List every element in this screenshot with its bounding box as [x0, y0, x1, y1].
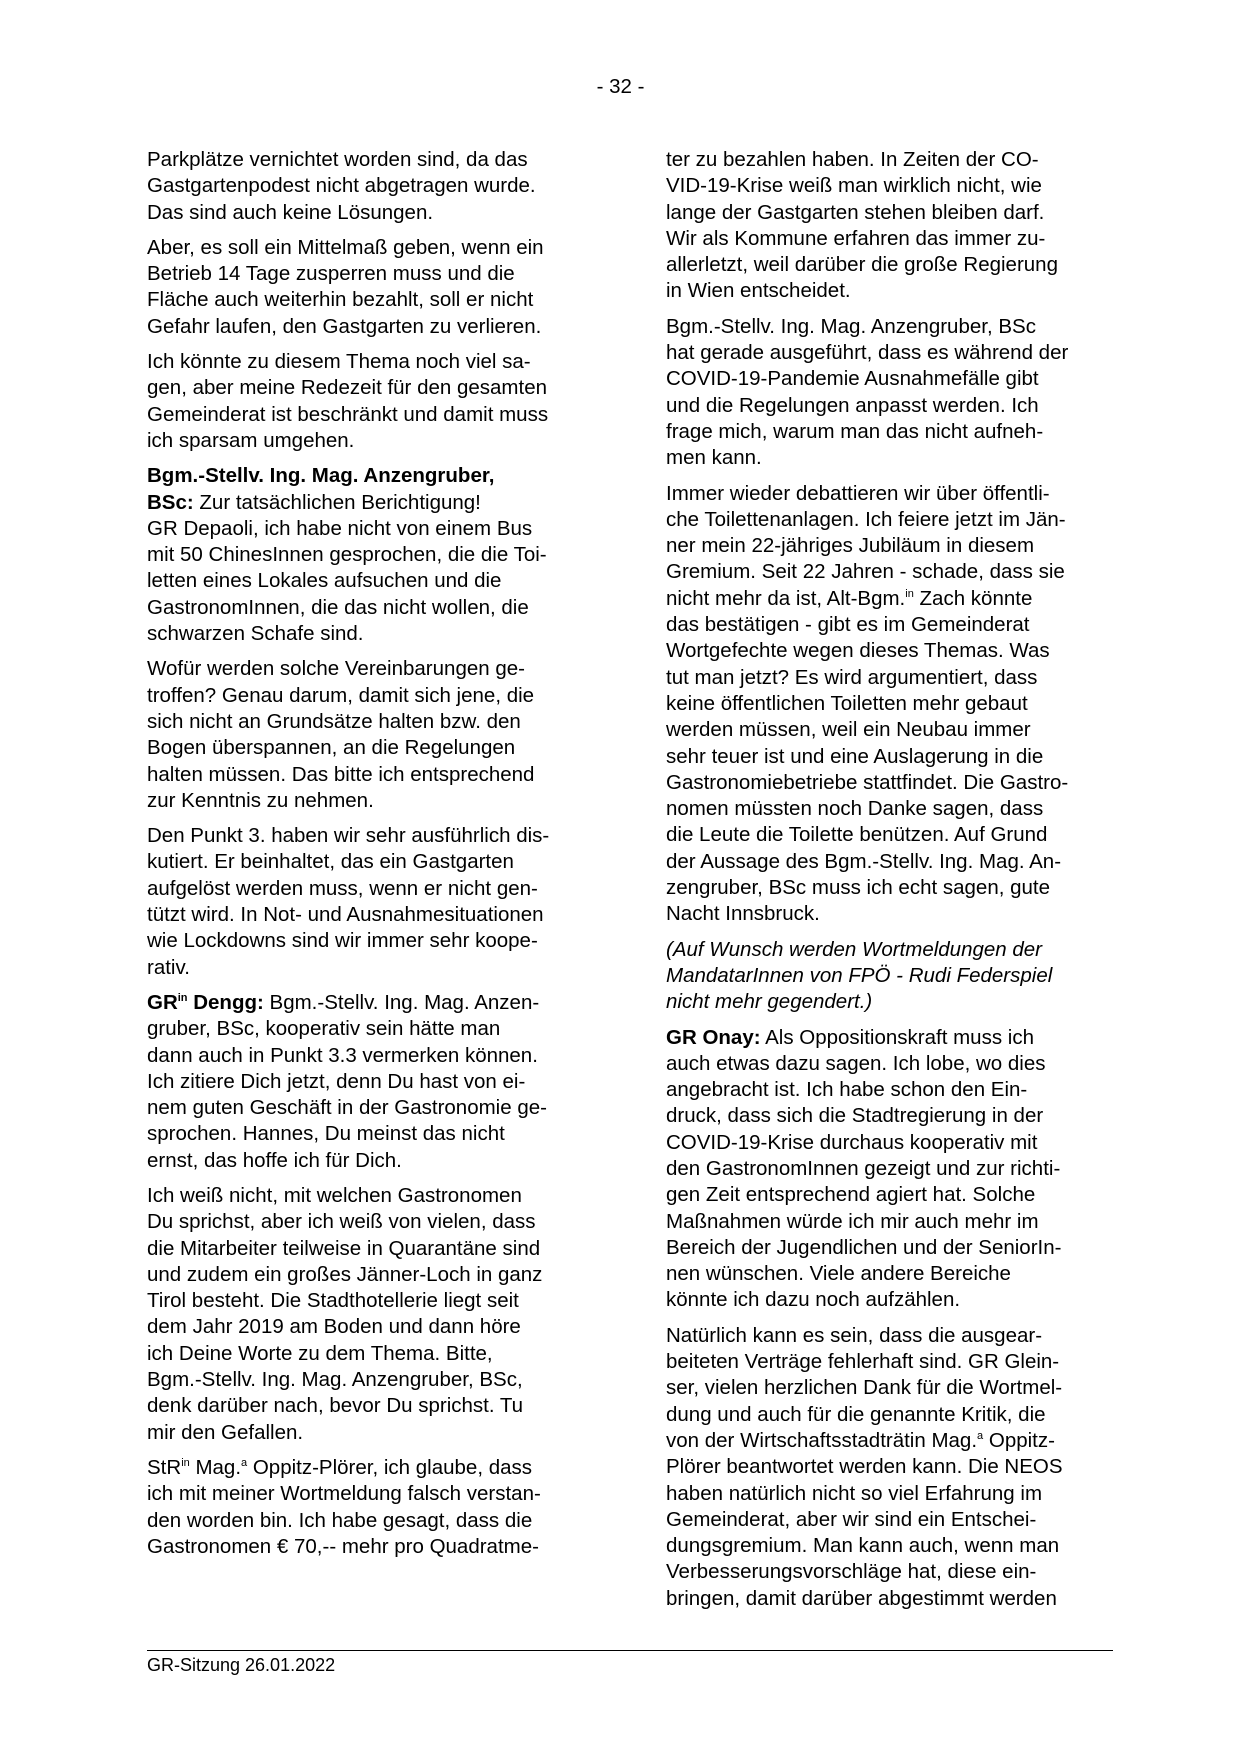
superscript: a: [977, 1429, 984, 1442]
editorial-note: [666, 937, 1136, 1016]
paragraph: [666, 1323, 1136, 1612]
text-line: den worden bin. Ich habe gesagt, dass die: [147, 1508, 533, 1532]
text-line: die Mitarbeiter teilweise in Quarantäne sind: [147, 1236, 541, 1260]
speaker-name: Bgm.-Stellv. Ing. Mag. Anzengruber,: [147, 464, 495, 488]
text-line: Den Punkt 3. haben wir sehr ausführlich dis-: [147, 824, 550, 848]
text-line: die Leute die Toilette benützen. Auf Grund: [666, 823, 1048, 847]
paragraph: [666, 481, 1136, 928]
text-fragment: Oppitz-Plörer, ich glaube, dass: [247, 1455, 533, 1479]
paragraph: [147, 349, 617, 454]
text-line: ernst, das hoffe ich für Dich.: [147, 1148, 402, 1172]
text-line: schwarzen Schafe sind.: [147, 622, 364, 646]
paragraph: [666, 147, 1136, 305]
text-line: dem Jahr 2019 am Boden und dann höre: [147, 1315, 521, 1339]
page-number: - 32 -: [596, 75, 645, 98]
text-line: bringen, damit darüber abgestimmt werden: [666, 1586, 1057, 1610]
text-line: che Toilettenanlagen. Ich feiere jetzt im Jän-: [666, 507, 1066, 531]
text-line: Aber, es soll ein Mittelmaß geben, wenn ein: [147, 235, 544, 259]
speaker-name: BSc:: [147, 490, 194, 514]
text-line: [666, 1428, 1136, 1454]
text-line: Bgm.-Stellv. Ing. Mag. Anzengruber, BSc: [666, 314, 1036, 338]
text-line: [147, 990, 617, 1016]
right-column: [666, 147, 1136, 1621]
text-line: Ich zitiere Dich jetzt, denn Du hast von ei-: [147, 1069, 526, 1093]
text-fragment: StR: [147, 1455, 182, 1479]
text-line: dung und auch für die genannte Kritik, die: [666, 1402, 1046, 1426]
text-line: halten müssen. Das bitte ich entsprechend: [147, 762, 535, 786]
text-line: Plörer beantwortet werden kann. Die NEOS: [666, 1455, 1063, 1479]
text-line: sich nicht an Grundsätze halten bzw. den: [147, 709, 521, 733]
speaker-name: [147, 991, 264, 1014]
text-line: Verbesserungsvorschläge hat, diese ein-: [666, 1560, 1037, 1584]
paragraph: [147, 1183, 617, 1446]
text-fragment: Oppitz-: [983, 1428, 1055, 1452]
text-line: Bogen überspannen, an die Regelungen: [147, 736, 516, 760]
text-line: hat gerade ausgeführt, dass es während der: [666, 341, 1069, 365]
text-line: VID-19-Krise weiß man wirklich nicht, wie: [666, 174, 1042, 198]
text-line: ser, vielen herzlichen Dank für die Wortmel-: [666, 1376, 1063, 1400]
text-line: [666, 586, 1136, 612]
text-line: allerletzt, weil darüber die große Regierung: [666, 253, 1058, 277]
footer-session-date: GR-Sitzung 26.01.2022: [147, 1655, 336, 1675]
text-line: zengruber, BSc muss ich echt sagen, gute: [666, 876, 1051, 900]
text-line: lange der Gastgarten stehen bleiben darf.: [666, 200, 1045, 224]
text-line: Gemeinderat, aber wir sind ein Entschei-: [666, 1507, 1037, 1531]
text-line: dungsgremium. Man kann auch, wenn man: [666, 1534, 1060, 1558]
text-line: gen Zeit entsprechend agiert hat. Solche: [666, 1183, 1036, 1207]
text-line: troffen? Genau darum, damit sich jene, die: [147, 683, 535, 707]
text-line: MandatarInnen von FPÖ - Rudi Federspiel: [666, 963, 1053, 987]
text-fragment: Zach könnte: [913, 586, 1033, 610]
text-line: COVID-19-Pandemie Ausnahmefälle gibt: [666, 367, 1039, 391]
text-line: in Wien entscheidet.: [666, 279, 851, 303]
superscript: in: [181, 1456, 190, 1469]
text-fragment: Zur tatsächlichen Berichtigung!: [193, 490, 481, 514]
text-line: [147, 490, 617, 516]
text-line: Wortgefechte wegen dieses Themas. Was: [666, 639, 1050, 663]
text-line: das bestätigen - gibt es im Gemeinderat: [666, 613, 1030, 637]
text-line: ich mit meiner Wortmeldung falsch verstan-: [147, 1482, 541, 1506]
text-fragment: nicht mehr da ist, Alt-Bgm.: [666, 586, 906, 610]
text-line: tut man jetzt? Es wird argumentiert, dass: [666, 665, 1038, 689]
text-line: Gastronomiebetriebe stattfindet. Die Gastro-: [666, 770, 1069, 794]
paragraph: [666, 314, 1136, 472]
text-line: Immer wieder debattieren wir über öffentli-: [666, 481, 1050, 505]
speaker-title: GR: [147, 990, 178, 1014]
text-line: gen, aber meine Redezeit für den gesamten: [147, 376, 548, 400]
text-line: und die Regelungen anpasst werden. Ich: [666, 393, 1039, 417]
text-line: nomen müssten noch Danke sagen, dass: [666, 797, 1044, 821]
text-line: ner mein 22-jähriges Jubiläum in diesem: [666, 534, 1035, 558]
text-line: Gemeinderat ist beschränkt und damit muss: [147, 402, 549, 426]
text-fragment: Mag.: [189, 1455, 242, 1479]
text-line: ter zu bezahlen haben. In Zeiten der CO-: [666, 148, 1039, 171]
text-line: men kann.: [666, 446, 762, 470]
superscript: in: [905, 587, 914, 600]
paragraph: [147, 147, 617, 226]
text-line: sehr teuer ist und eine Auslagerung in die: [666, 744, 1044, 768]
text-line: Ich könnte zu diesem Thema noch viel sa-: [147, 350, 531, 374]
text-line: mir den Gefallen.: [147, 1420, 304, 1444]
text-line: Natürlich kann es sein, dass die ausgear-: [666, 1323, 1043, 1347]
text-fragment: von der Wirtschaftsstadträtin Mag.: [666, 1428, 978, 1452]
text-fragment: Als Oppositionskraft muss ich: [760, 1025, 1034, 1049]
text-line: könnte ich dazu noch aufzählen.: [666, 1288, 961, 1312]
text-line: denk darüber nach, bevor Du sprichst. Tu: [147, 1394, 524, 1418]
text-line: Parkplätze vernichtet worden sind, da das: [147, 148, 528, 171]
paragraph: [147, 656, 617, 814]
left-column: [147, 147, 617, 1569]
superscript: in: [177, 991, 188, 1004]
text-line: beiteten Verträge fehlerhaft sind. GR Glein-: [666, 1350, 1060, 1374]
speech-anzengruber: [147, 463, 617, 647]
text-line: letten eines Lokales aufsuchen und die: [147, 569, 502, 593]
text-line: ich Deine Worte zu dem Thema. Bitte,: [147, 1341, 493, 1365]
speech-onay: [666, 1025, 1136, 1314]
paragraph: [147, 1455, 617, 1560]
text-line: Maßnahmen würde ich mir auch mehr im: [666, 1209, 1039, 1233]
text-line: gruber, BSc, kooperativ sein hätte man: [147, 1017, 501, 1041]
text-line: Wir als Kommune erfahren das immer zu-: [666, 226, 1046, 250]
text-line: GR Depaoli, ich habe nicht von einem Bus: [147, 516, 533, 540]
text-line: kutiert. Er beinhaltet, das ein Gastgarten: [147, 850, 514, 874]
text-line: (Auf Wunsch werden Wortmeldungen der: [666, 937, 1043, 961]
text-line: nen wünschen. Viele andere Bereiche: [666, 1262, 1011, 1286]
text-line: Gefahr laufen, den Gastgarten zu verlieren.: [147, 314, 542, 338]
speaker-name: GR Onay:: [666, 1025, 761, 1049]
text-line: mit 50 ChinesInnen gesprochen, die die Toi-: [147, 543, 547, 567]
text-line: Gremium. Seit 22 Jahren - schade, dass sie: [666, 560, 1065, 584]
text-line: ich sparsam umgehen.: [147, 428, 355, 452]
text-line: Nacht Innsbruck.: [666, 902, 820, 926]
text-line: der Aussage des Bgm.-Stellv. Ing. Mag. An-: [666, 849, 1062, 873]
speech-dengg: [147, 990, 617, 1174]
text-line: sprochen. Hannes, Du meinst das nicht: [147, 1122, 505, 1146]
paragraph: [147, 823, 617, 981]
text-line: [147, 1455, 617, 1481]
text-line: auch etwas dazu sagen. Ich lobe, wo dies: [666, 1051, 1046, 1075]
text-line: angebracht ist. Ich habe schon den Ein-: [666, 1078, 1028, 1102]
text-line: Gastronomen € 70,-- mehr pro Quadratme-: [147, 1534, 539, 1558]
text-line: Wofür werden solche Vereinbarungen ge-: [147, 657, 525, 681]
text-line: den GastronomInnen gezeigt und zur richti-: [666, 1156, 1061, 1180]
text-line: COVID-19-Krise durchaus kooperativ mit: [666, 1130, 1038, 1154]
text-line: [666, 1025, 1136, 1051]
text-line: und zudem ein großes Jänner-Loch in ganz: [147, 1262, 543, 1286]
text-line: Fläche auch weiterhin bezahlt, soll er nicht: [147, 288, 534, 312]
text-line: Du sprichst, aber ich weiß von vielen, dass: [147, 1210, 536, 1234]
text-line: Tirol besteht. Die Stadthotellerie liegt seit: [147, 1289, 519, 1313]
text-line: Ich weiß nicht, mit welchen Gastronomen: [147, 1183, 522, 1207]
text-line: wie Lockdowns sind wir immer sehr koope-: [147, 929, 538, 953]
footer-divider: [147, 1650, 1113, 1651]
text-line: Gastgartenpodest nicht abgetragen wurde.: [147, 174, 536, 198]
text-line: nicht mehr gegendert.): [666, 990, 873, 1014]
text-line: Bereich der Jugendlichen und der SeniorIn-: [666, 1235, 1062, 1259]
text-line: rativ.: [147, 955, 190, 979]
paragraph: [147, 235, 617, 340]
text-line: aufgelöst werden muss, wenn er nicht gen-: [147, 876, 538, 900]
superscript: a: [241, 1456, 248, 1469]
text-line: zur Kenntnis zu nehmen.: [147, 788, 374, 812]
speaker-surname: Dengg:: [187, 990, 264, 1014]
text-line: dann auch in Punkt 3.3 vermerken können.: [147, 1043, 538, 1067]
text-line: Das sind auch keine Lösungen.: [147, 200, 434, 224]
text-line: Bgm.-Stellv. Ing. Mag. Anzengruber, BSc,: [147, 1368, 523, 1392]
text-fragment: Bgm.-Stellv. Ing. Mag. Anzen-: [263, 990, 540, 1014]
text-line: haben natürlich nicht so viel Erfahrung im: [666, 1481, 1043, 1505]
text-line: tützt wird. In Not- und Ausnahmesituationen: [147, 903, 544, 927]
text-line: frage mich, warum man das nicht aufneh-: [666, 419, 1044, 443]
text-line: keine öffentlichen Toiletten mehr gebaut: [666, 691, 1028, 715]
text-line: nem guten Geschäft in der Gastronomie ge-: [147, 1096, 547, 1120]
text-line: Betrieb 14 Tage zusperren muss und die: [147, 262, 515, 286]
text-line: GastronomInnen, die das nicht wollen, die: [147, 595, 529, 619]
text-line: werden müssen, weil ein Neubau immer: [666, 718, 1031, 742]
text-line: druck, dass sich die Stadtregierung in der: [666, 1104, 1044, 1128]
